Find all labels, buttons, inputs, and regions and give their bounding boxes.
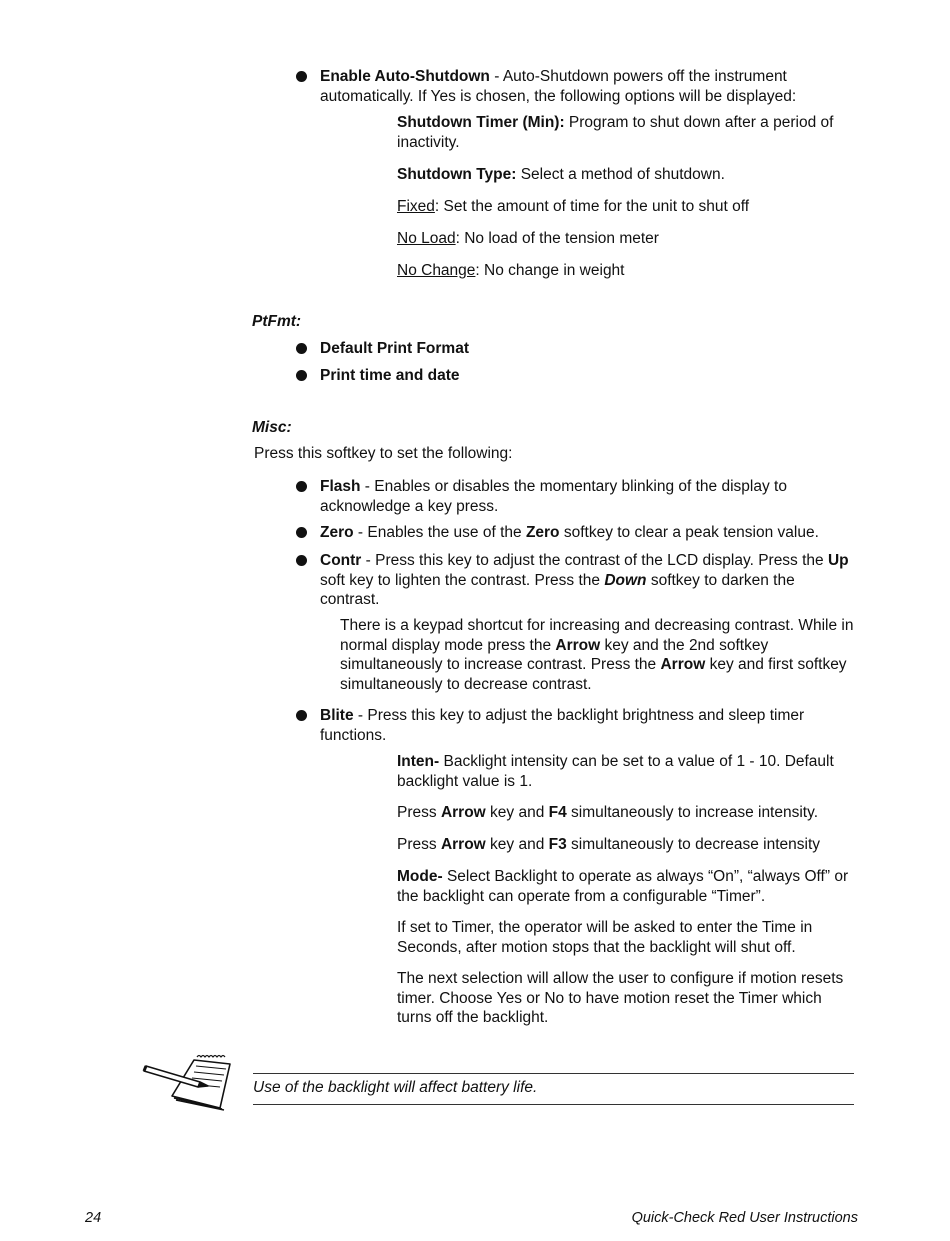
no-load-desc: : No load of the tension meter: [455, 230, 659, 247]
shutdown-timer-desc: Program to shut down after a period of inactivity.: [397, 114, 834, 151]
mode-item: [397, 867, 862, 906]
no-change-desc: : No change in weight: [475, 262, 625, 279]
note-bottom-rule: [253, 1104, 854, 1105]
fixed-label: Fixed: [397, 198, 435, 215]
no-load-label: No Load: [397, 230, 456, 247]
shutdown-timer-item: [397, 113, 862, 152]
inc-text-c: simultaneously to increase intensity.: [566, 804, 819, 821]
inc-text-b: key and: [485, 804, 549, 821]
bullet-dot: [296, 481, 307, 492]
shutdown-timer-label: Shutdown Timer (Min):: [397, 114, 565, 131]
flash-desc: - Enables or disables the momentary blinking of the display to acknowledge a key press.: [320, 478, 787, 515]
inc-text-a: Press: [397, 804, 441, 821]
shortcut-text-b: key and the 2nd softkey simultaneously to increase contrast. Press the: [340, 636, 769, 673]
dec-arrow: Arrow: [440, 836, 486, 853]
inten-label: Inten-: [397, 753, 440, 770]
inten-item: [397, 752, 862, 791]
ptfmt-item-label: Print time and date: [320, 367, 460, 384]
ptfmt-item-default: [320, 339, 469, 359]
inten-desc: Backlight intensity can be set to a value of 1 - 10. Default backlight value is 1.: [397, 753, 834, 790]
contr-up: Up: [827, 552, 849, 569]
dec-text-a: Press: [397, 836, 441, 853]
shortcut-text-c: key and first softkey simultaneously to decrease contrast.: [340, 656, 847, 693]
mode-label: Mode-: [397, 868, 443, 885]
bullet-dot: [296, 343, 307, 354]
blite-desc: - Press this key to adjust the backlight brightness and sleep timer functions.: [320, 707, 805, 744]
page-number: 24: [85, 1210, 102, 1226]
contr-desc-a: - Press this key to adjust the contrast of the LCD display. Press the: [361, 552, 828, 569]
shortcut-arrow-1: Arrow: [555, 636, 601, 654]
footer-doc-title: Quick-Check Red User Instructions: [631, 1210, 858, 1226]
contr-desc-b: soft key to lighten the contrast. Press the: [320, 571, 605, 589]
motion-text: The next selection will allow the user to configure if motion resets timer. Choose Yes or No to have motion reset the Timer which turns off the backlight.: [397, 970, 844, 1026]
contr-desc-c: softkey to darken the contrast.: [320, 571, 795, 608]
shortcut-text-a: There is a keypad shortcut for increasing and decreasing contrast. While in normal display mode press the: [340, 617, 854, 654]
shutdown-type-label: Shutdown Type:: [397, 166, 517, 183]
misc-intro: Press this softkey to set the following:: [254, 445, 513, 462]
bullet-dot: [296, 527, 307, 538]
bullet-dot: [296, 71, 307, 82]
dec-key: F3: [548, 836, 567, 853]
dec-text-c: simultaneously to decrease intensity: [566, 836, 821, 853]
misc-heading: Misc:: [252, 419, 292, 436]
contrast-shortcut: [340, 616, 862, 694]
timer-text: If set to Timer, the operator will be asked to enter the Time in Seconds, after motion stops that the backlight will shut off.: [397, 919, 813, 956]
fixed-item: [397, 197, 862, 217]
flash-item: [320, 477, 840, 516]
zero-softkey: Zero: [525, 524, 560, 541]
blite-item: [320, 706, 840, 745]
no-change-item: [397, 261, 862, 281]
decrease-intensity: [397, 835, 862, 855]
contr-label: Contr: [320, 552, 362, 569]
auto-shutdown-desc: - Auto-Shutdown powers off the instrument automatically. If Yes is chosen, the following options will be displayed:: [320, 68, 797, 105]
fixed-desc: : Set the amount of time for the unit to shut off: [434, 198, 750, 215]
note-top-rule: [253, 1073, 854, 1074]
shutdown-type-item: [397, 165, 862, 185]
bullet-dot: [296, 710, 307, 721]
bullet-dot: [296, 370, 307, 381]
zero-desc-b: softkey to clear a peak tension value.: [559, 524, 819, 541]
no-change-label: No Change: [397, 262, 476, 279]
ptfmt-item-label: Default Print Format: [320, 340, 469, 357]
inc-key: F4: [548, 804, 567, 821]
ptfmt-item-time-date: [320, 366, 460, 386]
notepad-pencil-icon: [142, 1052, 234, 1114]
inc-arrow: Arrow: [440, 804, 486, 821]
mode-desc: Select Backlight to operate as always “On”, “always Off” or the backlight can operate from a configurable “Timer”.: [397, 868, 849, 905]
zero-item: [320, 523, 860, 543]
dec-text-b: key and: [485, 836, 549, 853]
no-load-item: [397, 229, 862, 249]
shortcut-arrow-2: Arrow: [660, 656, 706, 673]
zero-label: Zero: [320, 524, 354, 541]
contr-item: [320, 551, 850, 610]
zero-desc-a: - Enables the use of the: [353, 524, 526, 541]
increase-intensity: [397, 803, 862, 823]
blite-label: Blite: [320, 707, 354, 724]
ptfmt-heading: PtFmt:: [252, 313, 302, 330]
auto-shutdown-item: [320, 67, 840, 106]
bullet-dot: [296, 555, 307, 566]
flash-label: Flash: [320, 478, 361, 495]
auto-shutdown-title: Enable Auto-Shutdown: [320, 68, 490, 85]
shutdown-type-desc: Select a method of shutdown.: [516, 166, 725, 183]
note-text: Use of the backlight will affect battery life.: [253, 1079, 538, 1096]
contr-down: Down: [604, 571, 647, 589]
